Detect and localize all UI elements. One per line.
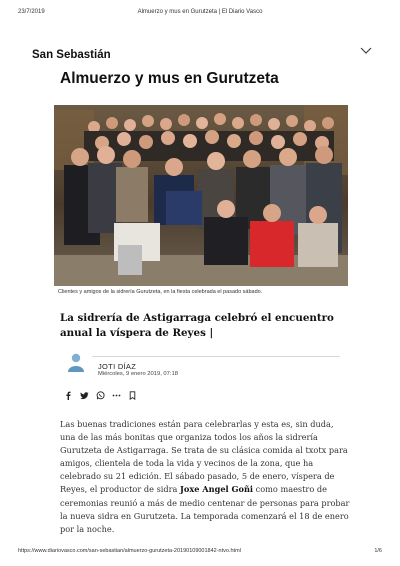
whatsapp-icon[interactable] <box>96 391 105 400</box>
share-bar <box>64 389 137 401</box>
facebook-icon[interactable] <box>64 391 73 400</box>
article-headline: Almuerzo y mus en Gurutzeta <box>60 70 279 87</box>
print-date: 23/7/2019 <box>18 9 45 15</box>
article-body <box>60 418 350 536</box>
article-photo <box>54 105 348 286</box>
body-highlight-name: Joxe Angel Goñi <box>180 484 254 495</box>
more-icon[interactable] <box>112 391 121 400</box>
body-text-part1: Las buenas tradiciones están para celebrarlas y esta es, sin duda, una de las más bonitas que organiza todos los años la sidrería Gurutzeta de Astigarraga. Se trata de su clásica comida al txotx para amigos, clientela de toda la vida y vecinos de la zona, que ha celebrado su 21 edición. El sábado pasado, 5 de enero, víspera de Reyes, el productor de sidra <box>60 419 348 495</box>
article-subtitle: La sidrería de Astigarraga celebró el encuentro anual la víspera de Reyes | <box>60 312 334 339</box>
body-text-part2: como maestro de ceremonias reunió a más de medio centenar de personas para probar la nueva sidra en Gurutzeta. La temporada comenzará el 18 de enero por la noche. <box>60 484 350 534</box>
photo-caption: Clientes y amigos de la sidrería Gurutzeta, en la fiesta celebrada el pasado sábado. <box>58 289 263 295</box>
page-url: https://www.diariovasco.com/san-sebastian/almuerzo-gurutzeta-20190109001842-ntvo.html <box>18 548 241 554</box>
author-name[interactable]: JOTI DÍAZ <box>98 362 137 371</box>
bookmark-icon[interactable] <box>128 391 137 400</box>
section-header <box>32 45 372 61</box>
chevron-down-icon[interactable] <box>360 46 372 56</box>
publish-date: Miércoles, 9 enero 2019, 07:18 <box>98 371 178 377</box>
print-page-title: Almuerzo y mus en Gurutzeta | El Diario Vasco <box>137 9 263 15</box>
twitter-icon[interactable] <box>80 391 89 400</box>
page-number: 1/6 <box>374 548 382 554</box>
author-divider <box>92 356 340 357</box>
section-name[interactable]: San Sebastián <box>32 49 111 61</box>
avatar-icon <box>62 352 88 372</box>
